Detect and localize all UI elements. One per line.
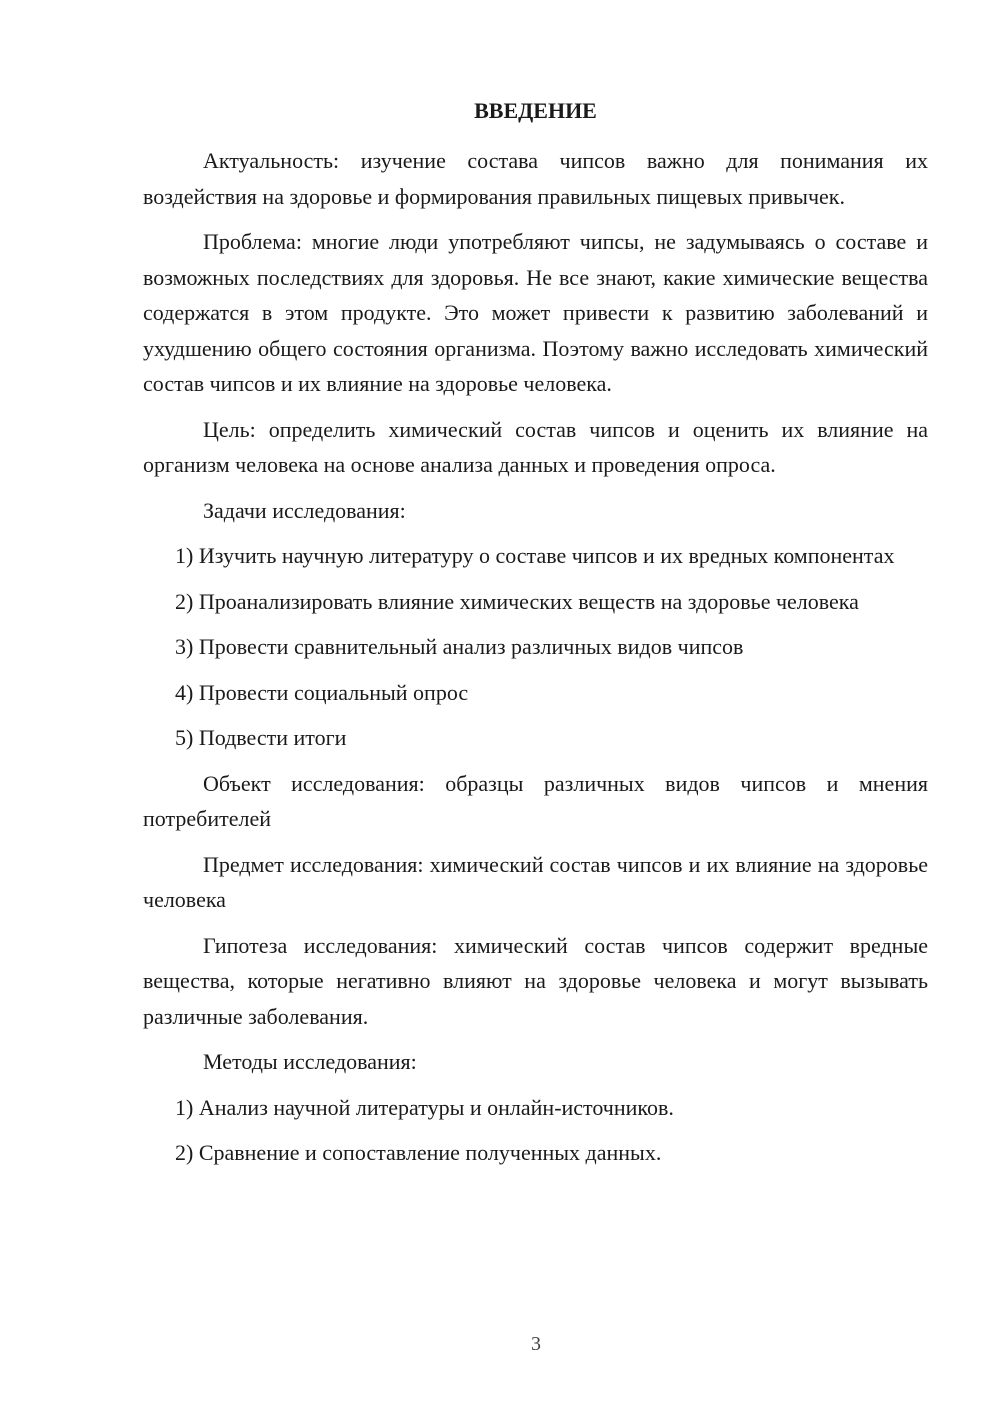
page-number: 3	[531, 1333, 541, 1355]
task-item: 3) Провести сравнительный анализ различных видов чипсов	[175, 634, 744, 659]
relevance-paragraph: Актуальность: изучение состава чипсов важно для понимания их воздействия на здоровье и формирования правильных пищевых привычек.	[143, 148, 928, 209]
goal-paragraph: Цель: определить химический состав чипсов и оценить их влияние на организм человека на основе анализа данных и проведения опроса.	[143, 416, 928, 477]
page-content	[143, 95, 928, 1181]
section-heading: ВВЕДЕНИЕ	[474, 98, 597, 123]
object-paragraph: Объект исследования: образцы различных видов чипсов и мнения потребителей	[143, 770, 928, 831]
subject-paragraph: Предмет исследования: химический состав чипсов и их влияние на здоровье человека	[143, 851, 928, 912]
task-item: 4) Провести социальный опрос	[175, 679, 469, 705]
method-item: 2) Сравнение и сопоставление полученных данных.	[175, 1140, 662, 1165]
hypothesis-paragraph: Гипотеза исследования: химический состав чипсов содержит вредные вещества, которые негативно влияют на здоровье человека и могут вызывать различные заболевания.	[143, 932, 928, 1029]
task-item: 1) Изучить научную литературу о составе чипсов и их вредных компонентах	[175, 543, 895, 568]
tasks-title: Задачи исследования:	[203, 497, 406, 523]
method-item: 1) Анализ научной литературы и онлайн-источников.	[175, 1094, 674, 1120]
task-item: 2) Проанализировать влияние химических веществ на здоровье человека	[175, 588, 859, 614]
methods-title: Методы исследования:	[203, 1049, 417, 1074]
problem-paragraph: Проблема: многие люди употребляют чипсы, не задумываясь о составе и возможных последствиях для здоровья. Не все знают, какие химические вещества содержатся в этом продукте. Это может привести к развитию заболеваний и ухудшению общего состояния организма. Поэтому важно исследовать химический состав чипсов и их влияние на здоровье человека.	[143, 229, 928, 396]
task-item: 5) Подвести итоги	[175, 725, 347, 750]
